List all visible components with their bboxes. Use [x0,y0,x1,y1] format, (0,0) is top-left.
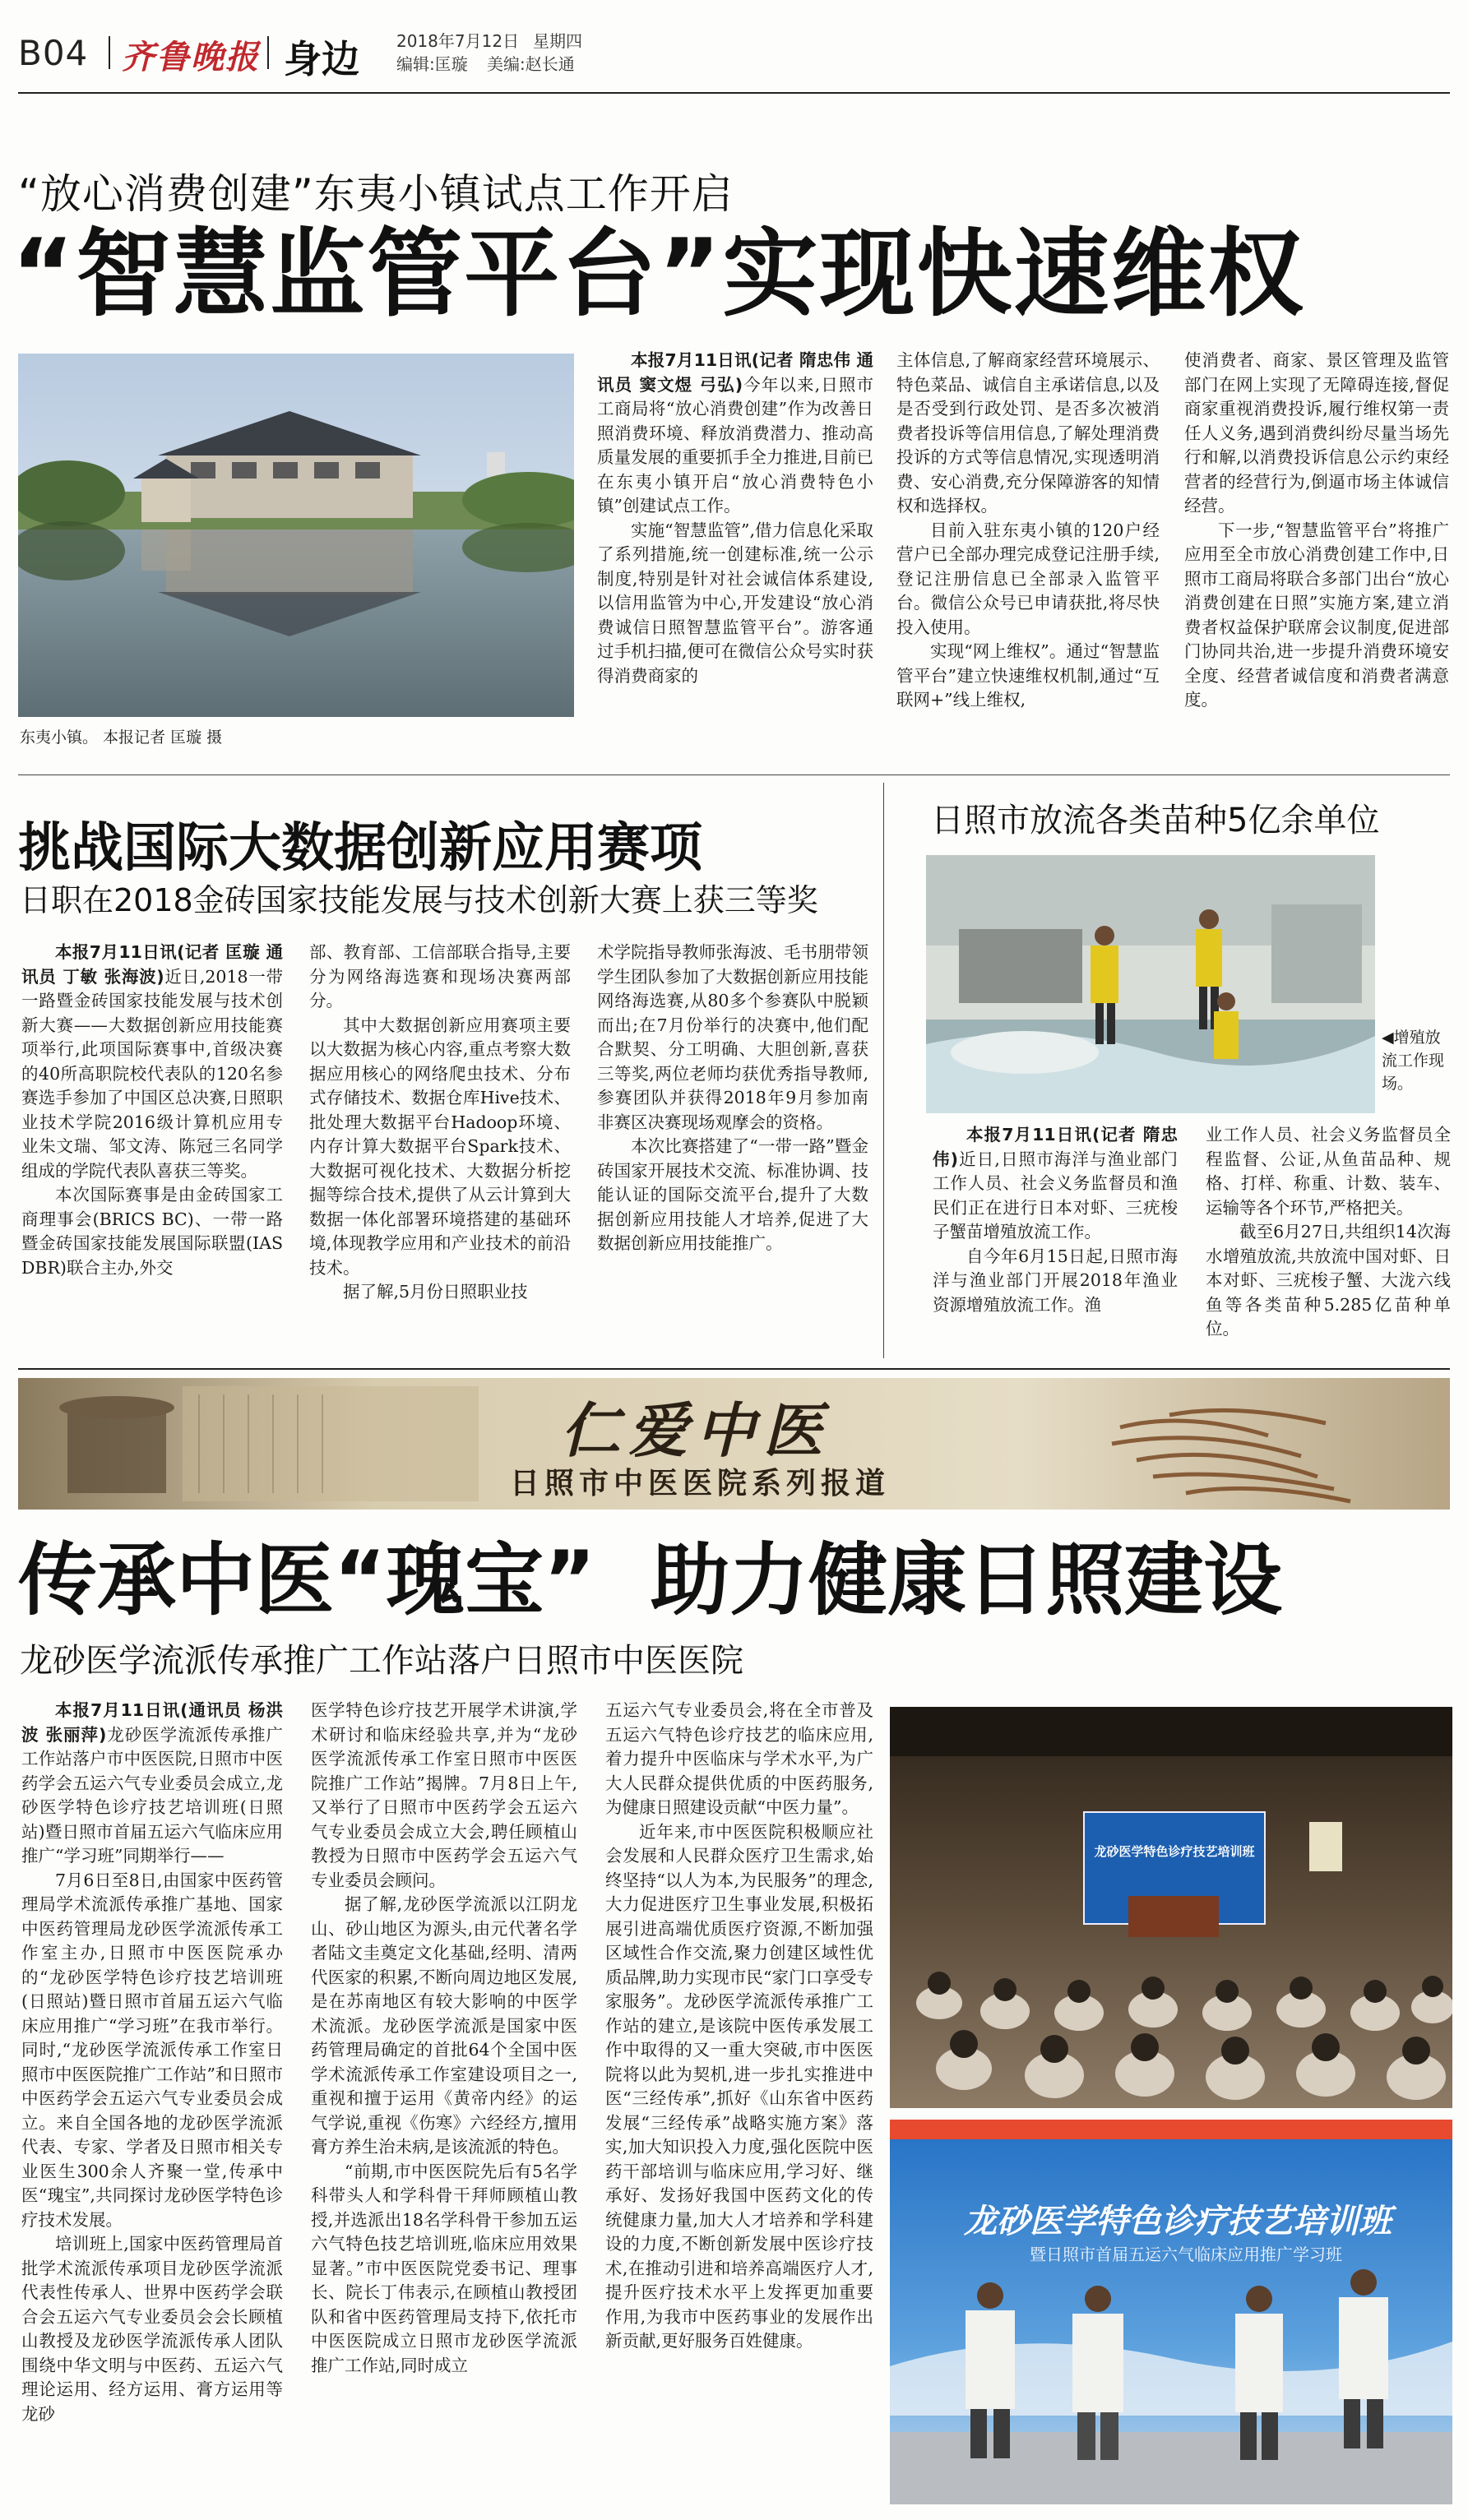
banner-title: 仁爱中医 [561,1395,831,1465]
article3-col2b-text: 截至6月27日,共组织14次海水增殖放流,共放流中国对虾、日本对虾、三疣梭子蟹、大泷六线鱼等各类苗种5.285亿苗种单位。 [1206,1222,1451,1339]
paper-name-logo: 齐鲁晚报 [122,38,260,76]
article1-col3b-text: 下一步,“智慧监管平台”将推广应用至全市放心消费创建工作中,日照市工商局将联合多部门出台“放心消费创建在日照”实施方案,建立消费者权益保护联席会议制度,促进部门协同共治,进一步提升消费环境安全度、经营者诚信度和消费者满意度。 [1184,520,1449,710]
article3-headline: 日照市放流各类苗种5亿余单位 [931,802,1380,839]
masthead-rule [18,92,1450,94]
article4-col1b-text: 7月6日至8日,由国家中医药管理局学术流派传承推广基地、国家中医药管理局龙砂医学流派传承工作室主办,日照市中医医院承办的“龙砂医学特色诊疗技艺培训班(日照站)暨日照市首届五运六气临床应用推广“学习班”在我市举行。同时,“龙砂医学流派传承工作室日照市中医医院推广工作站”和日照市中医药学会五运六气专业委员会成立。来自全国各地的龙砂医学流派代表、专家、学者及日照市相关专业医生300余人齐聚一堂,传承中医“瑰宝”,共同探讨龙砂医学特色诊疗技术发展。 [21,1870,283,2230]
article4-col3 [605,1699,873,2504]
article4-lead: 本报7月11日讯(通讯员 杨洪波 张丽萍) [21,1700,283,1745]
article3-col2 [1206,1123,1451,1355]
article2-col3b-text: 本次比赛搭建了“一带一路”暨金砖国家开展技术交流、标准协调、技能认证的国际交流平台,提升了大数据创新应用技能人才培养,促进了大数据创新应用技能推广。 [597,1136,868,1253]
article2-col2-text: 部、教育部、工信部联合指导,主要分为网络海选赛和现场决赛两部分。 [309,942,571,1010]
article2-col3 [597,941,868,1352]
banner-subtitle: 日照市中医医院系列报道 [510,1466,891,1500]
article2-lead: 本报7月11日讯(记者 匡璇 通讯员 丁敏 张海波) [21,942,283,987]
page-number: B04 [18,33,89,73]
article2-col2b-text: 其中大数据创新应用赛项主要以大数据为核心内容,重点考察大数据应用核心的网络爬虫技术、分布式存储技术、数据仓库Hive技术、批处理大数据平台Hadoop环境、内存计算大数据平台Spark技术、大数据可视化技术、大数据分析挖掘等综合技术,提供了从云计算到大数据一体化部署环境搭建的基础环境,体现教学应用和产业技术的前沿技术。 [309,1015,571,1278]
photo-fish-release [926,855,1375,1113]
photo-stage-ceremony [890,2120,1452,2504]
article4-col2b-text: 据了解,龙砂医学流派以江阴龙山、砂山地区为源头,由元代著名学者陆文圭奠定文化基础,经明、清两代医家的积累,不断向周边地区发展,是在苏南地区有较大影响的中医学术流派。龙砂医学流派是国家中医药管理局确定的首批64个全国中医学术流派传承工作室建设项目之一,重视和擅于运用《黄帝内经》的运气学说,重视《伤寒》六经经方,擅用膏方养生治未病,是该流派的特色。 [311,1894,577,2157]
article4-col2c-text: “前期,市中医医院先后有5名学科带头人和学科骨干拜师顾植山教授,并选派出18名学科骨干参加五运六气特色技艺培训班,临床应用效果显著。”市中医医院党委书记、理事长、院长丁伟表示,在顾植山教授团队和省中医药管理局支持下,依托市中医医院成立日照市龙砂医学流派推广工作站,同时成立 [311,2161,577,2375]
designer-credit: 美编:赵长通 [487,54,575,74]
article1-lead: 本报7月11日讯(记者 隋忠伟 通讯员 窦文煜 弓弘) [597,350,873,395]
issue-date: 2018年7月12日 [396,31,520,51]
article2-subhead: 日职在2018金砖国家技能发展与技术创新大赛上获三等奖 [20,882,818,918]
article3-col1 [933,1123,1178,1355]
article3-col1b-text: 自今年6月15日起,日照市海洋与渔业部门开展2018年渔业资源增殖放流工作。渔 [933,1246,1178,1315]
divider-article1 [18,774,1450,775]
article4-col2-text: 医学特色诊疗技艺开展学术讲演,学术研讨和临床经验共享,并为“龙砂医学流派传承工作室日照市中医医院推广工作站”揭牌。7月8日上午,又举行了日照市中医药学会五运六气专业委员会成立大会,聘任顾植山教授为日照市中医药学会五运六气专业委员会顾问。 [311,1700,577,1890]
stage-banner-title: 龙砂医学特色诊疗技艺培训班 [964,2203,1392,2240]
photo-caption-dongyi: 东夷小镇。 本报记者 匡璇 摄 [20,728,223,747]
article2-col2c-text: 据了解,5月份日照职业技 [343,1282,528,1302]
article3-col2-text: 业工作人员、社会义务监督员全程监督、公证,从鱼苗品种、规格、打样、称重、计数、装车、运输等各个环节,严格把关。 [1206,1125,1451,1218]
article4-col2 [311,1699,577,2504]
article1-col2c-text: 实现“网上维权”。通过“智慧监管平台”建立快速维权机制,通过“互联网+”线上维权, [896,641,1160,710]
article4-col3b-text: 近年来,市中医医院积极顺应社会发展和人民群众医疗卫生需求,始终坚持“以人为本,为民服务”的理念,大力促进医疗卫生事业发展,积极拓展引进高端优质医疗资源,不断加强区域性合作交流,聚力创建区域性优质品牌,助力实现市民“家门口享受专家服务”。龙砂医学流派传承推广工作站的建立,是该院中医传承发展工作中取得的又一重大突破,市中医医院将以此为契机,进一步扎实推进中医“三经传承”,抓好《山东省中医药发展“三经传承”战略实施方案》落实,加大知识投入力度,强化医院中医药干部培训与临床应用,学习好、继承好、发扬好我国中医药文化的传统健康力量,加大人才培养和学科建设的力度,不断创新发展中医诊疗技术,在推动引进和培养高端医疗人才,提升医疗技术水平上发挥更加重要作用,为我市中医药事业的发展作出新贡献,更好服务百姓健康。 [605,1821,873,2351]
article1-col2 [896,349,1160,768]
article4-subhead: 龙砂医学流派传承推广工作站落户日照市中医医院 [20,1642,743,1680]
article2-col1 [21,941,283,1352]
article1-col1b-text: 实施“智慧监管”,借力信息化采取了系列措施,统一创建标准,统一公示制度,特别是针对社会诚信体系建设,以信用监管为中心,开发建设“放心消费诚信日照智慧监管平台”。游客通过手机扫描,便可在微信公众号实时获得消费商家的 [597,520,873,686]
article3-lead: 本报7月11日讯(记者 隋忠伟) [933,1125,1178,1169]
article2-col1-text: 近日,2018一带一路暨金砖国家技能发展与技术创新大赛——大数据创新应用技能赛项举行,此项国际赛事中,首级决赛的40所高职院校代表队的120名参赛选手参加了中国区总决赛,日照职业技术学院2016级计算机应用专业朱文瑞、邹文涛、陈冠三名同学组成的学院代表队喜获三等奖。 [21,966,283,1181]
article4-col1c-text: 培训班上,国家中医药管理局首批学术流派传承项目龙砂医学流派代表性传承人、世界中医药学会联合会五运六气专业委员会会长顾植山教授及龙砂医学流派传承人团队围绕中华文明与中医药、五运六气理论运用、经方运用、膏方运用等龙砂 [21,2234,283,2424]
stage-banner-subtitle: 暨日照市首届五运六气临床应用推广学习班 [1030,2245,1342,2264]
article1-col3-text: 使消费者、商家、景区管理及监管部门在网上实现了无障碍连接,督促商家重视消费投诉,履行维权第一责任人义务,遇到消费纠纷尽量当场先行和解,以消费投诉信息公示约束经营者的经营行为,倒逼市场主体诚信经营。 [1184,350,1449,516]
article2-col2 [309,941,571,1352]
editor-credit: 编辑:匡璇 [396,54,468,74]
article1-kicker: “放心消费创建”东夷小镇试点工作开启 [18,170,734,218]
article4-headline: 传承中医“瑰宝” 助力健康日照建设 [18,1534,1283,1626]
article4-col1 [21,1699,283,2504]
article1-headline: “智慧监管平台”实现快速维权 [12,219,1305,330]
divider-banner [18,1368,1450,1370]
lecture-screen-text: 龙砂医学特色诊疗技艺培训班 [1094,1844,1255,1859]
photo-dongyi-town [18,354,574,717]
series-banner [18,1378,1450,1510]
vertical-divider-fish [883,783,884,1358]
photo-lecture-hall [890,1707,1452,2108]
section-name: 身边 [284,37,359,81]
article4-col1-text: 龙砂医学流派传承推广工作站落户市中医医院,日照市中医药学会五运六气专业委员会成立,龙砂医学特色诊疗技艺培训班(日照站)暨日照市首届五运六气临床应用推广“学习班”同期举行—— [21,1724,283,1866]
article1-col1-text: 今年以来,日照市工商局将“放心消费创建”作为改善日照消费环境、释放消费潜力、推动高质量发展的重要抓手全力推进,目前已在东夷小镇开启“放心消费特色小镇”创建试点工作。 [597,374,873,516]
article2-col3-text: 术学院指导教师张海波、毛书朋带领学生团队参加了大数据创新应用技能网络海选赛,从80多个参赛队中脱颖而出;在7月份举行的决赛中,他们配合默契、分工明确、大胆创新,喜获三等奖,两位老师均获优秀指导教师,参赛团队并获得2018年9月参加南非赛区决赛现场观摩会的资格。 [597,942,868,1132]
article2-headline: 挑战国际大数据创新应用赛项 [18,818,702,879]
article1-col2-text: 主体信息,了解商家经营环境展示、特色菜品、诚信自主承诺信息,以及是否受到行政处罚、是否多次被消费者投诉等信用信息,了解处理消费投诉的方式等信息情况,实现透明消费、安心消费,充分保障游客的知情权和选择权。 [896,350,1160,516]
issue-weekday: 星期四 [533,31,582,51]
article1-col3 [1184,349,1449,768]
article3-col1-text: 近日,日照市海洋与渔业部门工作人员、社会义务监督员和渔民们正在进行日本对虾、三疣梭子蟹苗增殖放流工作。 [933,1149,1178,1242]
photo-caption-fish: ◀增殖放流工作现场。 [1382,1029,1445,1093]
article1-col1 [597,349,873,768]
article2-col1b-text: 本次国际赛事是由金砖国家工商理事会(BRICS BC)、一带一路暨金砖国家技能发展国际联盟(IASDBR)联合主办,外交 [21,1185,283,1278]
article1-col2b-text: 目前入驻东夷小镇的120户经营户已全部办理完成登记注册手续,登记注册信息已全部录入监管平台。微信公众号已申请获批,将尽快投入使用。 [896,520,1160,637]
article4-col3-text: 五运六气专业委员会,将在全市普及五运六气特色诊疗技艺的临床应用,着力提升中医临床与学术水平,为广大人民群众提供优质的中医药服务,为健康日照建设贡献“中医力量”。 [605,1700,873,1817]
